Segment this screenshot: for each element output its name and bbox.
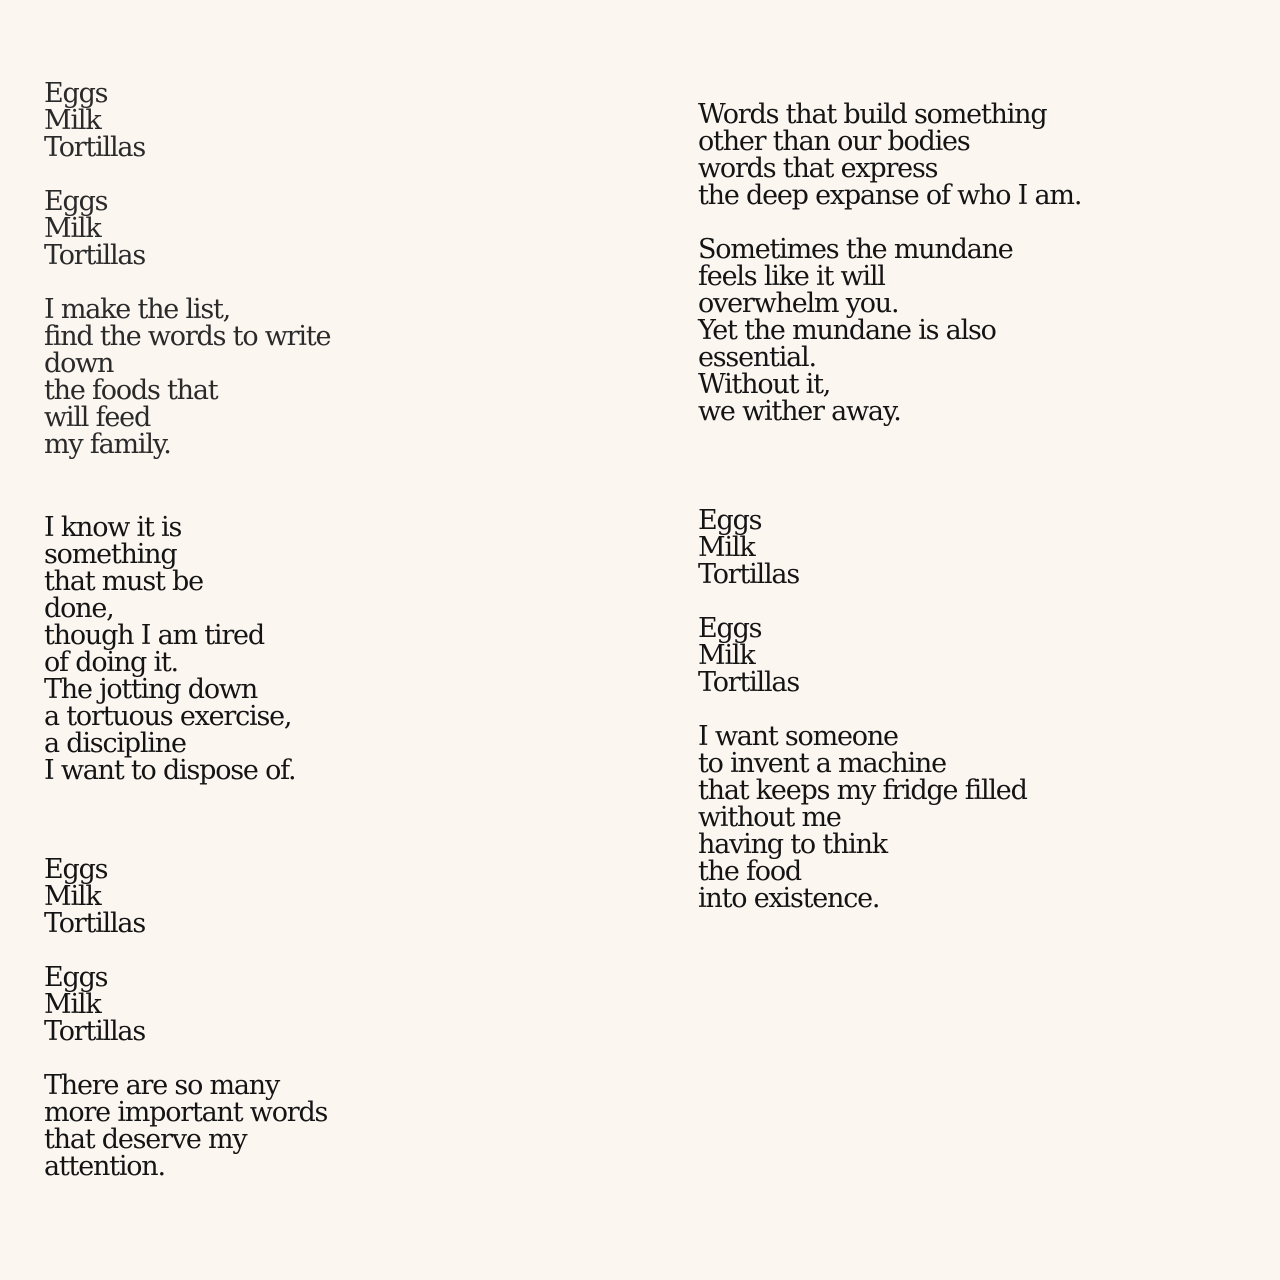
poem-line: a tortuous exercise, <box>44 701 292 732</box>
poem-line: that must be <box>44 566 203 597</box>
stanza-grocery-list-1 <box>44 80 145 161</box>
poem-line: Words that build something <box>698 99 1047 130</box>
poem-line: a discipline <box>44 728 186 759</box>
poem-line: words that express <box>698 153 938 184</box>
stanza-grocery-list-2 <box>44 188 145 269</box>
stanza-the-mundane <box>698 236 1013 425</box>
poem-line: The jotting down <box>44 674 258 705</box>
stanza-important-words <box>44 1072 327 1180</box>
stanza-grocery-list-3 <box>44 856 145 937</box>
poem-line: Sometimes the mundane <box>698 234 1013 265</box>
poem-line: find the words to write <box>44 321 331 352</box>
poem-line: that deserve my <box>44 1124 247 1155</box>
poem-line: other than our bodies <box>698 126 970 157</box>
stanza-i-know-it-is <box>44 514 295 784</box>
poem-line: without me <box>698 802 841 833</box>
poem-line: Tortillas <box>698 667 799 698</box>
poem-line: will feed <box>44 402 151 433</box>
poem-line: Milk <box>698 532 755 563</box>
poem-line: my family. <box>44 429 171 460</box>
poem-line: down <box>44 348 114 379</box>
stanza-grocery-list-6 <box>698 615 799 696</box>
poem-line: Milk <box>44 881 101 912</box>
poem-line: the deep expanse of who I am. <box>698 180 1082 211</box>
poem-line: Without it, <box>698 369 831 400</box>
poem-line: Eggs <box>698 505 762 536</box>
poem-line: to invent a machine <box>698 748 946 779</box>
poem-line: Eggs <box>44 854 108 885</box>
poem-line: I make the list, <box>44 294 231 325</box>
poem-line: Milk <box>44 213 101 244</box>
poem-line: feels like it will <box>698 261 885 292</box>
poem-line: that keeps my fridge filled <box>698 775 1027 806</box>
poem-line: Milk <box>44 989 101 1020</box>
poem-line: Tortillas <box>44 240 145 271</box>
stanza-grocery-list-4 <box>44 964 145 1045</box>
poem-line: the foods that <box>44 375 218 406</box>
poem-line: more important words <box>44 1097 328 1128</box>
poem-line: I know it is <box>44 512 182 543</box>
stanza-words-that-build <box>698 101 1081 209</box>
stanza-make-the-list <box>44 296 330 458</box>
poem-line: Yet the mundane is also <box>698 315 996 346</box>
poem-line: There are so many <box>44 1070 280 1101</box>
poem-line: Milk <box>698 640 755 671</box>
poem-line: attention. <box>44 1151 165 1182</box>
poem-line: having to think <box>698 829 887 860</box>
poem-line: we wither away. <box>698 396 901 427</box>
poem-line: I want someone <box>698 721 898 752</box>
stanza-grocery-list-5 <box>698 507 799 588</box>
poem-line: the food <box>698 856 801 887</box>
poem-line: Eggs <box>44 962 108 993</box>
poem-line: I want to dispose of. <box>44 755 296 786</box>
poem-line: overwhelm you. <box>698 288 899 319</box>
poem-line: Eggs <box>698 613 762 644</box>
poem-line: done, <box>44 593 114 624</box>
poem-line: Tortillas <box>44 132 145 163</box>
poem-line: though I am tired <box>44 620 264 651</box>
poem-line: essential. <box>698 342 816 373</box>
poem-line: Tortillas <box>44 908 145 939</box>
poem-line: Milk <box>44 105 101 136</box>
poem-line: into existence. <box>698 883 880 914</box>
poem-line: Eggs <box>44 186 108 217</box>
poem-line: of doing it. <box>44 647 178 678</box>
poem-line: something <box>44 539 177 570</box>
stanza-invent-a-machine <box>698 723 1027 912</box>
poem-line: Tortillas <box>698 559 799 590</box>
poem-line: Eggs <box>44 78 108 109</box>
poem-line: Tortillas <box>44 1016 145 1047</box>
